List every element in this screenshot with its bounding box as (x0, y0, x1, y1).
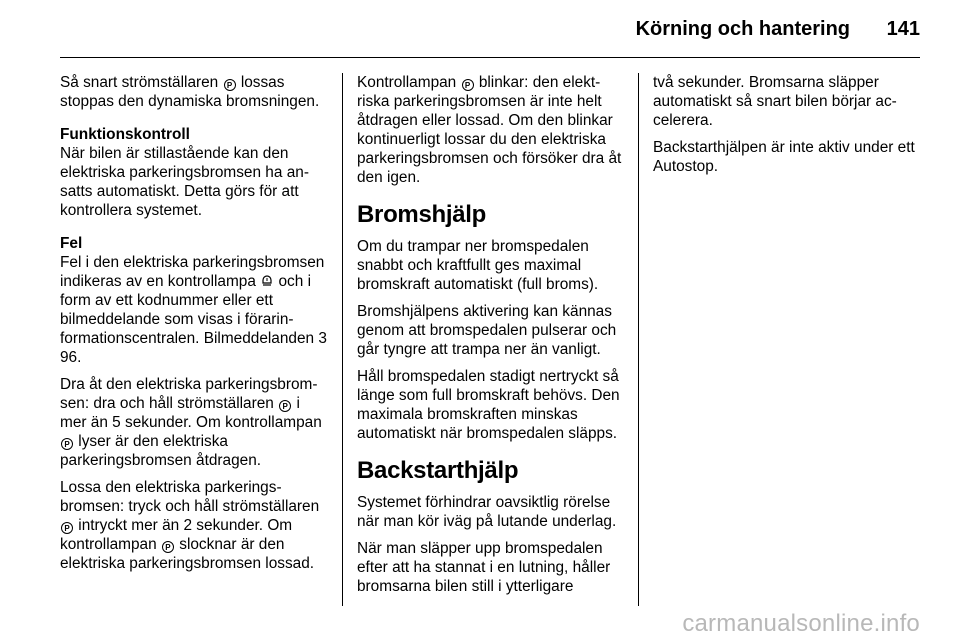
paragraph-backstarthjalp-1: Systemet förhindrar oavsiktlig rörelse när man kör iväg på lutande underlag. (357, 494, 617, 530)
paragraph-funktionskontroll: När bilen är stillastående kan den elektriska parkeringsbromsen ha ansatts automatiskt. Detta görs för att kontrollera systemet. (60, 145, 309, 219)
column-3 (653, 73, 921, 184)
paragraph-apply: Dra åt den elektriska parkeringsbromsen: dra och håll strömställaren P i mer än 5 sekunder. Om kontrollampan P lyser är den elektriska parkeringsbromsen åtdragen. (60, 376, 322, 469)
subheading-fel: Fel (60, 235, 83, 252)
header-rule (60, 57, 920, 58)
section-title-backstarthjalp: Backstarthjälp (357, 457, 519, 484)
paragraph-release: Så snart strömställaren P lossas stoppas den dynamiska bromsningen. (60, 74, 320, 110)
parking-brake-icon: P (279, 400, 291, 412)
column-divider-2 (638, 73, 639, 606)
page-number: 141 (886, 18, 920, 40)
column-2 (357, 73, 625, 604)
paragraph-bromshjalp-1: Om du trampar ner bromspedalen snabbt och kraftfullt ges maximal bromskraft automatiskt (full broms). (357, 238, 599, 293)
parking-brake-icon: P (462, 79, 474, 91)
warning-lamp-icon (261, 275, 273, 288)
subheading-funktionskontroll: Funktionskontroll (60, 126, 190, 143)
paragraph-blink: Kontrollampan P blinkar: den elektriska parkeringsbromsen är inte helt åtdragen eller lossad. Om den blinkar kontinuerligt lossar du den elektriska parkeringsbromsen och försöker dra åt den igen. (357, 74, 622, 186)
parking-brake-icon: P (61, 438, 73, 450)
paragraph-backstarthjalp-4: Backstarthjälpen är inte aktiv under ett Autostop. (653, 139, 915, 175)
watermark: carmanualsonline.info (682, 610, 920, 637)
paragraph-bromshjalp-3: Håll bromspedalen stadigt nertryckt så länge som full bromskraft behövs. Den maximala bromskraften minskas automatiskt när bromspedalen släpps. (357, 368, 620, 442)
parking-brake-icon: P (224, 79, 236, 91)
paragraph-loosen: Lossa den elektriska parkeringsbromsen: tryck och håll strömställaren P intryckt mer än 2 sekunder. Om kontrollampan P slocknar är den elektriska parkeringsbromsen lossad. (60, 479, 320, 572)
parking-brake-icon: P (162, 541, 174, 553)
section-title-bromshjalp: Bromshjälp (357, 201, 487, 228)
header-title: Körning och hantering (635, 18, 850, 40)
parking-brake-icon: P (61, 522, 73, 534)
paragraph-backstarthjalp-2: När man släpper upp bromspedalen efter att ha stannat i en lutning, håller bromsarna bilen still i ytterligare (357, 540, 611, 595)
paragraph-bromshjalp-2: Bromshjälpens aktivering kan kännas genom att bromspedalen pulserar och går tyngre att trampa ner än vanligt. (357, 303, 617, 358)
paragraph-fel: Fel i den elektriska parkeringsbromsen indikeras av en kontrollampa och i form av ett kodnummer eller ett bilmeddelande som visas i förarinformationscentralen. Bilmeddelanden 3 96. (60, 254, 327, 366)
column-1 (60, 73, 328, 581)
paragraph-backstarthjalp-3: två sekunder. Bromsarna släpper automatiskt så snart bilen börjar accelerera. (653, 74, 897, 129)
column-divider-1 (342, 73, 343, 606)
page-ref-arrow-icon[interactable]: 3 (318, 330, 327, 347)
